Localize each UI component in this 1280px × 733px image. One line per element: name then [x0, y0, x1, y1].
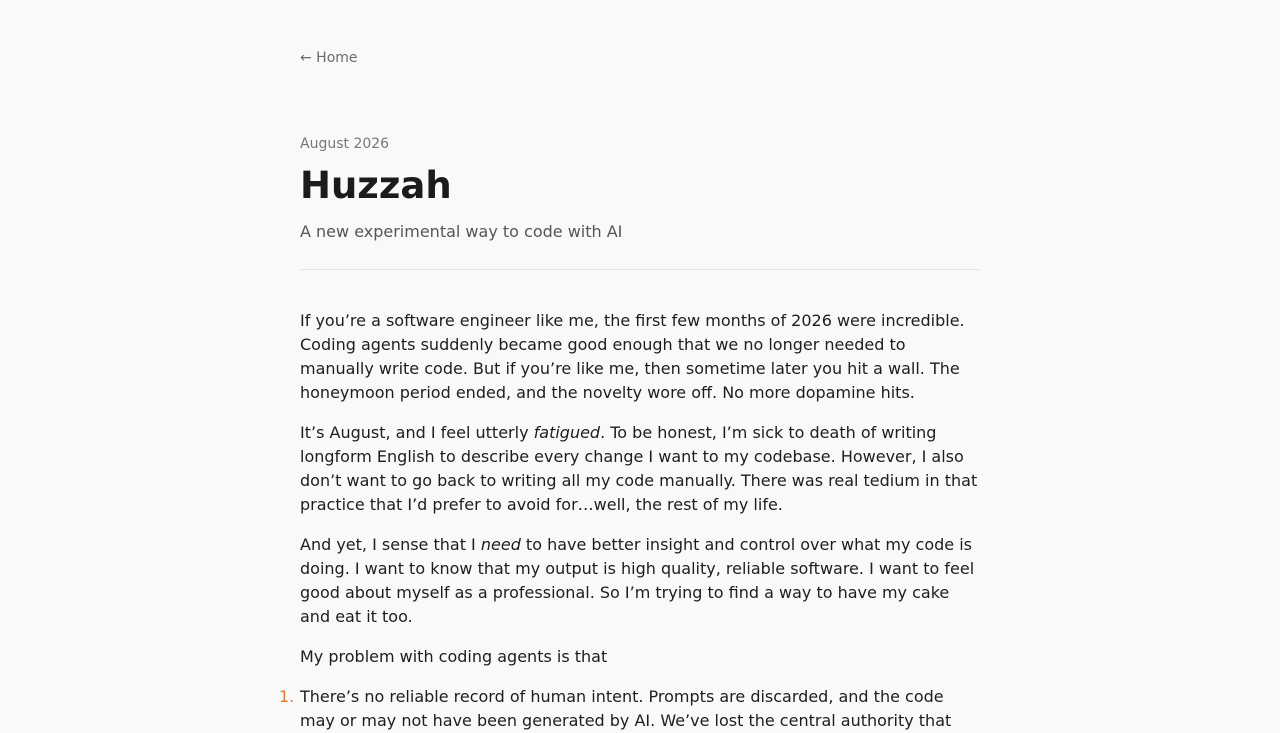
- list-item-number: 1.: [279, 687, 295, 706]
- paragraph-2-text-after: . To be honest, I’m sick to death of writing longform English to describe every change I want to my codebase. However, I also don’t want to go back to writing all my code manually. There was real tedium in that practice that I’d prefer to avoid for…well, the rest of my life.: [300, 423, 978, 514]
- article-date: August 2026: [300, 136, 390, 152]
- list-item: [279, 685, 980, 733]
- paragraph-2-text-before: It’s August, and I feel utterly: [300, 423, 534, 442]
- paragraph-1: If you’re a software engineer like me, the first few months of 2026 were incredible. Coding agents suddenly became good enough that we no longer needed to manually write code. But if you’re like me, then sometime later you hit a wall. The honeymoon period ended, and the novelty wore off. No more dopamine hits.: [300, 311, 965, 402]
- problem-list: [279, 685, 980, 733]
- paragraph-2-emphasis: fatigued: [533, 423, 601, 442]
- paragraph-3-text-after: to have better insight and control over what my code is doing. I want to know that my output is high quality, reliable software. I want to feel good about myself as a professional. So I’m trying to find a way to have my cake and eat it too.: [300, 535, 975, 626]
- page-title: Huzzah: [300, 164, 452, 207]
- paragraph-3: [300, 533, 980, 629]
- paragraph-2: [300, 421, 980, 517]
- divider: [300, 269, 980, 270]
- article-subtitle: A new experimental way to code with AI: [300, 222, 623, 241]
- paragraph-4: My problem with coding agents is that: [300, 647, 608, 666]
- home-link[interactable]: ← Home: [300, 50, 358, 66]
- paragraph-3-text-before: And yet, I sense that I: [300, 535, 481, 554]
- list-item-text: There’s no reliable record of human intent. Prompts are discarded, and the code may or may not have been generated by AI. We’ve lost the central authority that: [300, 687, 952, 730]
- article-body: [279, 309, 980, 733]
- paragraph-3-emphasis: need: [480, 535, 521, 554]
